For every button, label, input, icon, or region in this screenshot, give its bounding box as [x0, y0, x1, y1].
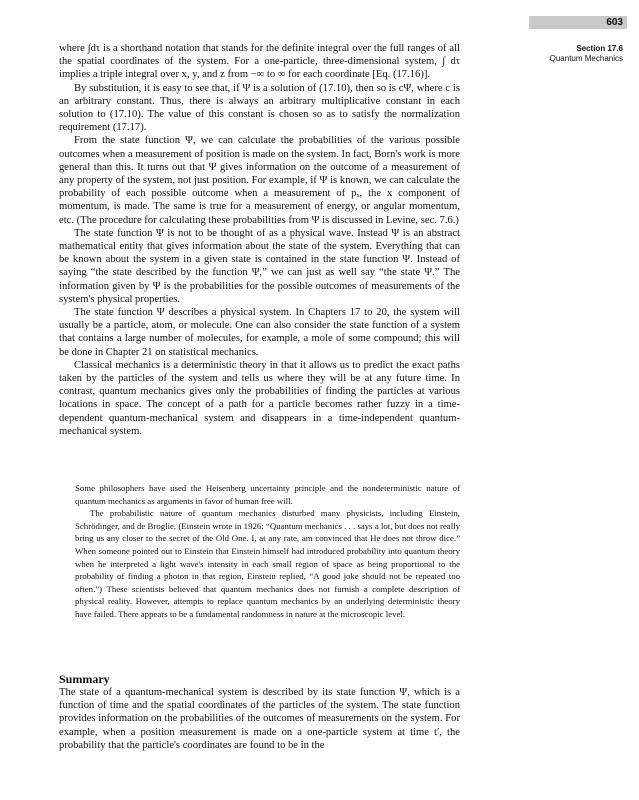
summary-section — [59, 686, 460, 752]
body-paragraph: The state function Ψ describes a physical system. In Chapters 17 to 20, the system will usually be a particle, atom, or molecule. One can also consider the state function of a system that contains a large number of molecules, for example, a mole of some compound; this will be done in Chapter 21 on statistical mechanics. — [59, 307, 460, 358]
section-label: Section 17.6 — [576, 44, 623, 53]
body-paragraph: By substitution, it is easy to see that, if Ψ is a solution of (17.10), then so is cΨ, where c is an arbitrary constant. Thus, there is always an arbitrary multiplicative constant in each solution to (17.10). The value of this constant is chosen so as to satisfy the normalization requirement (17.17). — [59, 82, 460, 134]
summary-paragraph: The state of a quantum-mechanical system is described by its state function Ψ, which is a function of time and the spatial coordinates of the particles of the system. The state function provides information on the probabilities of the outcomes of measurements on the system. For example, when a position measurement is made on a one-particle system at time t′, the probability that the particle's coordinates are found to be in the — [59, 687, 460, 751]
aside-paragraph: The probabilistic nature of quantum mechanics disturbed many physicists, including Einstein, Schrödinger, and de Broglie. (Einstein wrote in 1926: “Quantum mechanics . . . says a lot, but does not really bring us any closer to the secret of the Old One. I, at any rate, am convinced that He does not throw dice.” When someone pointed out to Einstein that Einstein himself had introduced probability into quantum theory when he interpreted a light wave's intensity in each small region of space as being proportional to the probability of finding a photon in that region, Einstein replied, “A good joke should not be repeated too often.”) These scientists believed that quantum mechanics does not furnish a complete description of physical reality. However, attempts to replace quantum mechanics by an underlying deterministic theory have failed. There appears to be a fundamental randomness in nature at the microscopic level. — [75, 508, 460, 619]
summary-heading: Summary — [59, 672, 110, 686]
page-number-bar — [529, 16, 627, 29]
body-paragraph: From the state function Ψ, we can calculate the probabilities of the various possible outcomes when a measurement of position is made on the system. In fact, Born's work is more general than this. It turns out that Ψ gives information on the outcome of a measurement of any property of the system, not just position. For example, if Ψ is known, we can calculate the probability of each possible outcome when a measurement of pₓ, the x component of momentum, is made. The same is true for a measurement of energy, or angular momentum, etc. (The procedure for calculating these probabilities from Ψ is discussed in Levine, sec. 7.6.) — [59, 135, 460, 226]
section-sidebar — [500, 44, 623, 64]
body-paragraph: Classical mechanics is a deterministic theory in that it allows us to predict the exact paths taken by the particles of the system and tells us where they will be at any future time. In contrast, quantum mechanics gives only the probabilities of finding the particles at various locations in space. The concept of a path for a particle becomes rather fuzzy in a time-dependent quantum-mechanical system and disappears in a time-independent quantum-mechanical system. — [59, 359, 460, 437]
page-number: 603 — [606, 17, 623, 28]
main-text — [59, 42, 460, 438]
body-paragraph: where ∫dτ is a shorthand notation that stands for the definite integral over the full ranges of all the spatial coordinates of the system. For a one-particle, three-dimensional system, ∫ dτ implies a triple integral over x, y, and z from −∞ to ∞ for each coordinate [Eq. (17.16)]. — [59, 43, 460, 81]
aside-paragraph: Some philosophers have used the Heisenberg uncertainty principle and the nondeterministic nature of quantum mechanics as arguments in favor of human free will. — [75, 483, 460, 506]
aside-note — [75, 482, 460, 621]
section-title: Quantum Mechanics — [549, 54, 623, 63]
body-paragraph: The state function Ψ is not to be thought of as a physical wave. Instead Ψ is an abstract mathematical entity that gives information about the state of the system. Everything that can be known about the system in a given state is contained in the state function Ψ. Instead of saying “the state described by the function Ψ,” we can just as well say “the state Ψ.” The information given by Ψ is the probabilities for the possible outcomes of measurements of the system's physical properties. — [59, 227, 460, 305]
